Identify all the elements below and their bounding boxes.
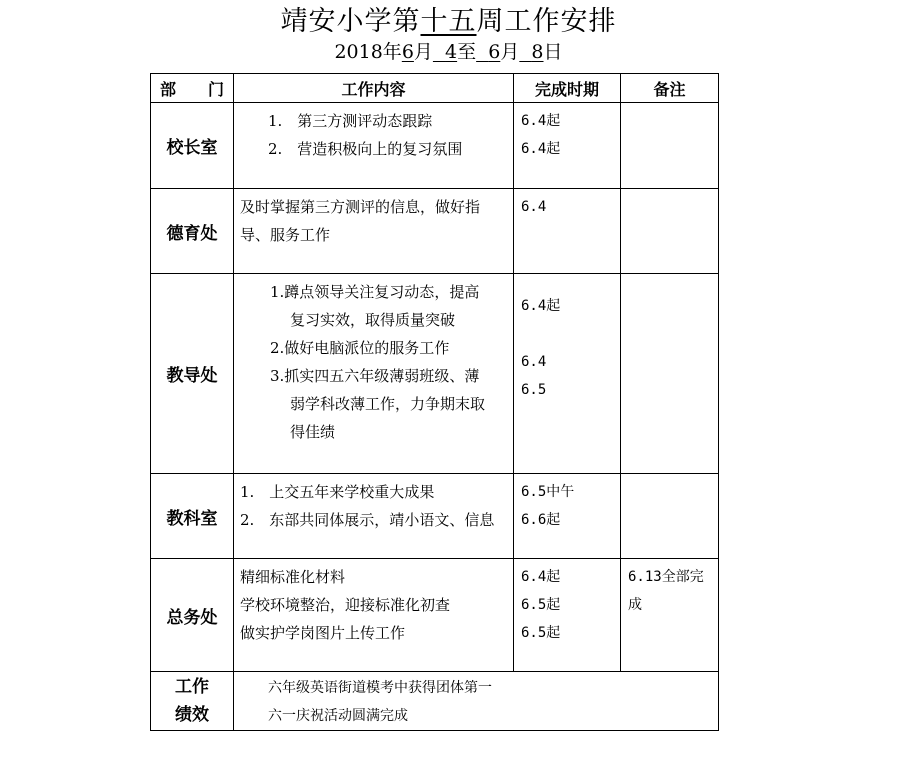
content-line: 2. 营造积极向上的复习氛围: [268, 140, 463, 158]
col-header-content: 工作内容: [234, 74, 514, 103]
date-year: 2018年: [334, 41, 402, 63]
date-start-month: 6: [401, 41, 414, 63]
date-range: [0, 38, 897, 66]
col-header-notes: 备注: [621, 74, 719, 103]
date-line: 6.6起: [521, 512, 561, 528]
dept-general: 总务处: [151, 559, 234, 672]
notes-moral: [621, 189, 719, 274]
date-line: 6.4: [521, 199, 547, 215]
dates-teaching: [514, 274, 621, 474]
performance-item: 六年级英语街道模考中获得团体第一: [268, 680, 492, 696]
content-line: 弱学科改薄工作，力争期末取: [290, 395, 486, 413]
content-line: 学校环境整治，迎接标准化初查: [240, 596, 451, 614]
content-principal: [234, 103, 514, 189]
performance-item: 六一庆祝活动圆满完成: [268, 708, 408, 724]
table-row-performance: [151, 672, 719, 731]
table-row-teaching: [151, 274, 719, 474]
content-line: 2. 东部共同体展示，靖小语文、信息: [240, 511, 495, 529]
content-line: 3.抓实四五六年级薄弱班级、薄: [270, 367, 480, 385]
content-line: 做实护学岗图片上传工作: [240, 624, 406, 642]
date-day-char: 日: [543, 41, 563, 63]
date-line: 6.4: [521, 354, 547, 370]
content-line: 2.做好电脑派位的服务工作: [270, 339, 450, 357]
date-line: 6.5中午: [521, 484, 575, 500]
table-row-principal: [151, 103, 719, 189]
dates-principal: [514, 103, 621, 189]
dates-moral: [514, 189, 621, 274]
schedule-table: [150, 73, 719, 731]
title-week-number: 十五: [420, 6, 477, 37]
date-month-char-2: 月: [500, 41, 520, 63]
notes-teaching: [621, 274, 719, 474]
date-line: 6.4起: [521, 113, 561, 129]
content-general: [234, 559, 514, 672]
notes-principal: [621, 103, 719, 189]
content-moral: [234, 189, 514, 274]
date-month-char-1: 月: [413, 41, 433, 63]
dates-general: [514, 559, 621, 672]
content-line: 导、服务工作: [240, 226, 331, 244]
content-line: 1. 上交五年来学校重大成果: [240, 483, 435, 501]
col-header-period: 完成时期: [514, 74, 621, 103]
content-line: 及时掌握第三方测评的信息，做好指: [240, 198, 481, 216]
date-start-day: 4: [445, 41, 458, 63]
date-line: 6.5起: [521, 625, 561, 641]
table-row-research: [151, 474, 719, 559]
table-row-general: [151, 559, 719, 672]
performance-content: [234, 672, 719, 731]
date-line: 6.5: [521, 382, 547, 398]
title-suffix: 周工作安排: [476, 6, 617, 37]
content-line: 精细标准化材料: [240, 568, 346, 586]
note-line: 6.13全部完: [628, 569, 704, 585]
title-prefix: 靖安小学第: [280, 6, 421, 37]
content-line: 1.蹲点领导关注复习动态，提高: [270, 283, 480, 301]
col-header-dept: 部 门: [151, 74, 234, 103]
date-line: 6.4起: [521, 141, 561, 157]
performance-label: 工作 绩效: [151, 672, 234, 731]
notes-general: [621, 559, 719, 672]
dept-principal: 校长室: [151, 103, 234, 189]
content-teaching: [234, 274, 514, 474]
date-line: 6.4起: [521, 298, 561, 314]
date-line: 6.4起: [521, 569, 561, 585]
date-end-day: 8: [531, 41, 544, 63]
notes-research: [621, 474, 719, 559]
table-header-row: [151, 74, 719, 103]
date-end-month: 6: [488, 41, 501, 63]
note-line: 成: [628, 597, 642, 613]
date-to-char: 至: [457, 41, 477, 63]
dept-teaching: 教导处: [151, 274, 234, 474]
content-line: 1. 第三方测评动态跟踪: [268, 112, 433, 130]
dept-moral: 德育处: [151, 189, 234, 274]
dept-research: 教科室: [151, 474, 234, 559]
content-line: 复习实效，取得质量突破: [290, 311, 456, 329]
dates-research: [514, 474, 621, 559]
date-line: 6.5起: [521, 597, 561, 613]
content-line: 得佳绩: [290, 423, 336, 441]
table-row-moral: [151, 189, 719, 274]
content-research: [234, 474, 514, 559]
page-title: [0, 4, 897, 40]
